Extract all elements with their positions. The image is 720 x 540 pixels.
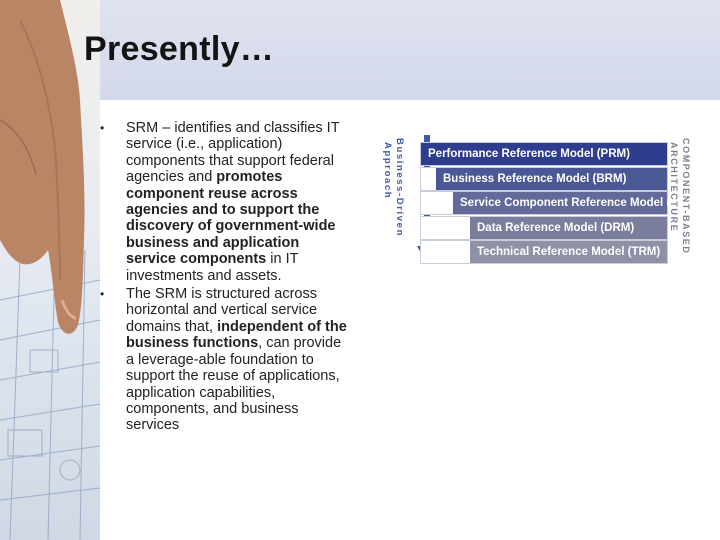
reference-model-layer <box>420 142 668 166</box>
architecture-label: ARCHITECTURE <box>669 142 679 233</box>
reference-model-bar <box>470 241 667 263</box>
reference-model-label: Data Reference Model (DRM) <box>477 221 635 234</box>
photo-illustration <box>0 0 100 540</box>
reference-model-layer <box>420 191 700 215</box>
reference-model-layer <box>420 167 668 191</box>
approach-label: Approach <box>382 142 393 200</box>
reference-model-layer <box>420 216 668 240</box>
bullet-marker: • <box>100 121 105 135</box>
bullet-item-srm-structured <box>90 286 352 434</box>
reference-model-layer <box>420 240 668 264</box>
bullet-text-part: SRM – identifies and classifies IT service (i.e., application) components that support federal agencies and <box>126 120 340 186</box>
bullet-item-srm-identifies <box>90 120 352 284</box>
bullet-text-bold: promotes component reuse across agencies and to support the discovery of government-wide business and application service components <box>126 169 336 268</box>
reference-model-bar <box>470 217 667 239</box>
business-driven-label: Business-Driven <box>394 138 405 237</box>
reference-model-bar <box>453 192 700 214</box>
bullet-text-part: in IT investments and assets. <box>126 251 299 284</box>
bullet-text-part: The SRM is structured across horizontal and vertical service domains that, <box>126 286 318 335</box>
reference-model-bar <box>436 168 667 190</box>
bullet-marker: • <box>100 287 105 302</box>
bullet-text-part: , can provide a leverage-able foundation to support the reuse of applications, application capabilities, components, and business services <box>126 335 342 434</box>
reference-model-bar <box>421 143 667 165</box>
reference-model-label: Technical Reference Model (TRM) <box>477 246 661 258</box>
bullet-list <box>90 120 352 436</box>
bullet-text-bold: independent of the business functions <box>126 318 347 352</box>
hand-shape <box>0 0 85 334</box>
component-based-label: COMPONENT-BASED <box>681 138 691 255</box>
slide-title: Presently… <box>84 30 275 68</box>
reference-model-label: Service Component Reference Model (SRM) <box>460 197 700 209</box>
reference-model-label: Performance Reference Model (PRM) <box>428 148 630 160</box>
hand-blueprint-photo <box>0 0 100 540</box>
reference-model-label: Business Reference Model (BRM) <box>443 172 627 185</box>
